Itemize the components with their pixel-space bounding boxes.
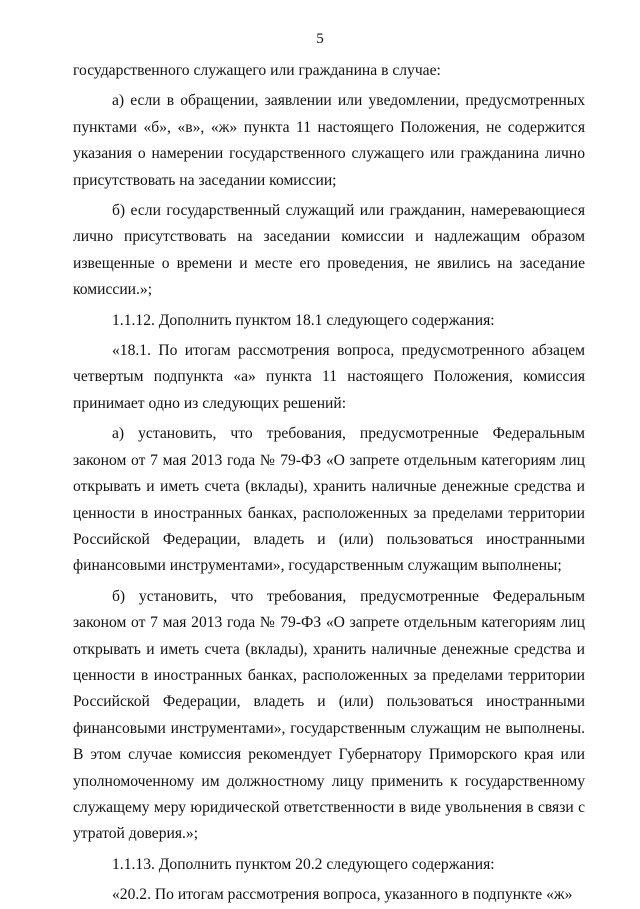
document-body	[73, 58, 585, 909]
paragraph-1-1-13: 1.1.13. Дополнить пунктом 20.2 следующего содержания:	[112, 855, 495, 873]
paragraph-1-1-12: 1.1.12. Дополнить пунктом 18.1 следующего содержания:	[112, 311, 495, 329]
paragraph-decision-a: а) установить, что требования, предусмотренные Федеральным законом от 7 мая 2013 года № 79-ФЗ «О запрете отдельным категориям лиц открывать и иметь счета (вклады), хранить наличные денежные средства и ценности в иностранных банках, расположенных за пределами территории Российской Федерации, владеть и (или) пользоваться иностранными финансовыми инструментами», государственным служащим выполнены;	[73, 425, 585, 575]
page-number: 5	[316, 31, 324, 47]
paragraph-item-b: б) если государственный служащий или гражданин, намеревающиеся лично присутствовать на заседании комиссии и надлежащим образом извещенные о времени и месте его проведения, не явились на заседание комиссии.»;	[73, 202, 585, 299]
paragraph-18-1: «18.1. По итогам рассмотрения вопроса, предусмотренного абзацем четвертым подпункта «а» пункта 11 настоящего Положения, комиссия принимает одно из следующих решений:	[73, 342, 585, 412]
paragraph-continuation: государственного служащего или гражданина в случае:	[73, 62, 441, 79]
paragraph-item-a: а) если в обращении, заявлении или уведомлении, предусмотренных пунктами «б», «в», «ж» пункта 11 настоящего Положения, не содержится указания о намерении государственного служащего или гражданина лично присутствовать на заседании комиссии;	[73, 92, 585, 189]
paragraph-decision-b: б) установить, что требования, предусмотренные Федеральным законом от 7 мая 2013 года № 79-ФЗ «О запрете отдельным категориям лиц открывать и иметь счета (вклады), хранить наличные денежные средства и ценности в иностранных банках, расположенных за пределами территории Российской Федерации, владеть и (или) пользоваться иностранными финансовыми инструментами», государственным служащим не выполнены. В этом случае комиссия рекомендует Губернатору Приморского края или уполномоченному им должностному лицу применить к государственному служащему меру юридической ответственности в виде увольнения в связи с утратой доверия.»;	[73, 587, 585, 843]
paragraph-20-2: «20.2. По итогам рассмотрения вопроса, указанного в подпункте «ж»	[112, 886, 573, 904]
